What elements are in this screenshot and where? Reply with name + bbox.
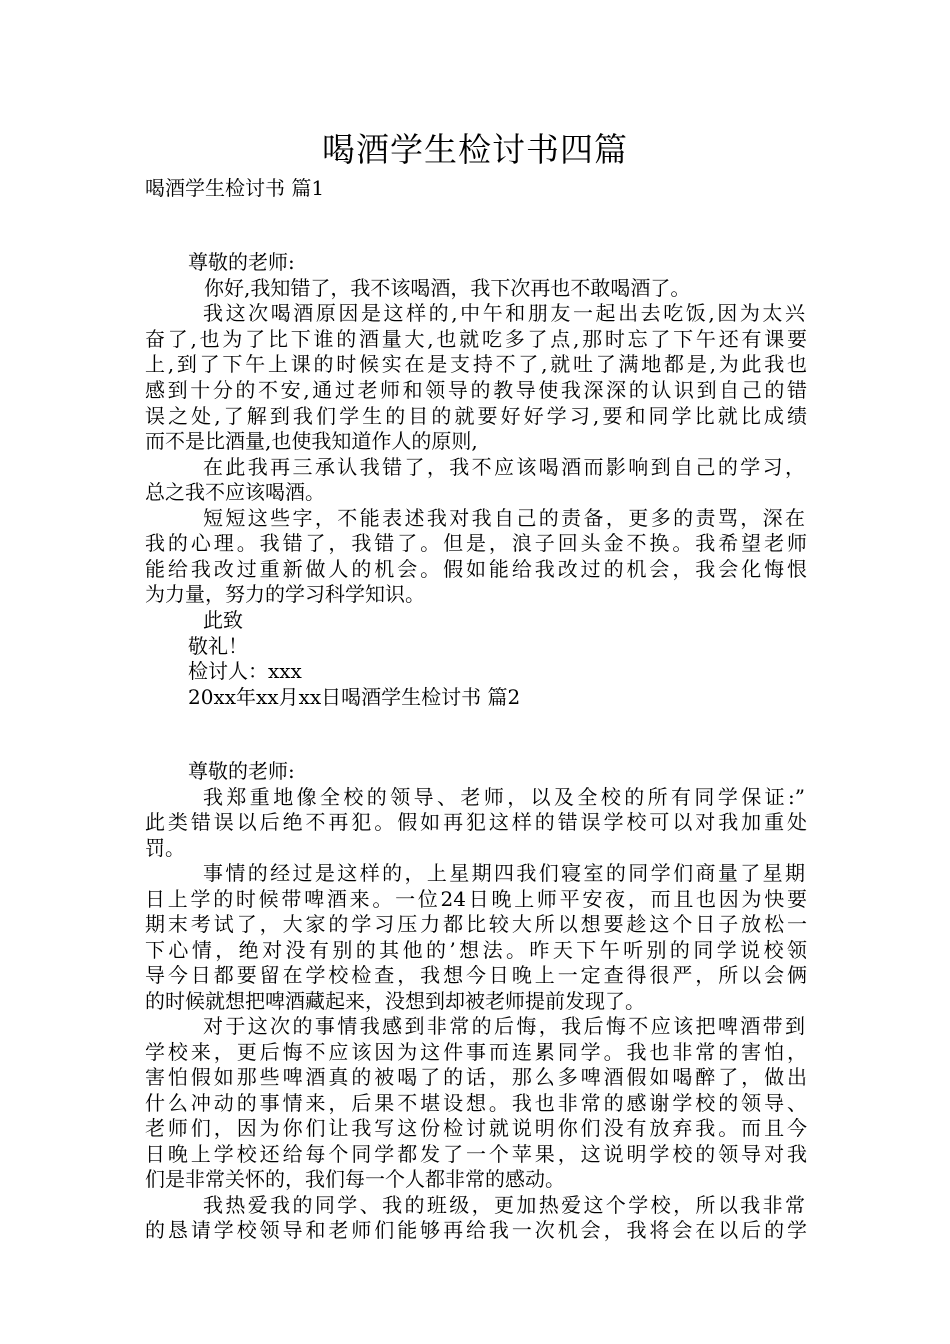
closing-line: 此致 xyxy=(203,608,243,632)
paragraph-line: 日上学的时候带啤酒来。一位24日晚上师平安夜，而且也因为快要 xyxy=(145,887,807,911)
paragraph-line: 我的心理。我错了，我错了。但是，浪子回头金不换。我希望老师 xyxy=(145,531,807,555)
paragraph-line: 的时候就想把啤酒藏起来，没想到却被老师提前发现了。 xyxy=(145,989,645,1013)
paragraph-line: 我这次喝酒原因是这样的,中午和朋友一起出去吃饭,因为太兴 xyxy=(203,301,805,325)
paragraph-line: 日晚上学校还给每个同学都发了一个苹果，这说明学校的领导对我 xyxy=(145,1142,807,1166)
paragraph-line: 什么冲动的事情来，后果不堪设想。我也非常的感谢学校的领导、 xyxy=(145,1091,807,1115)
paragraph-line: 而不是比酒量,也使我知道作人的原则, xyxy=(145,429,478,453)
paragraph-line: 导今日都要留在学校检查，我想今日晚上一定查得很严，所以会俩 xyxy=(145,963,807,987)
paragraph-line: 害怕假如那些啤酒真的被喝了的话，那么多啤酒假如喝醉了，做出 xyxy=(145,1065,807,1089)
paragraph-line: 期末考试了，大家的学习压力都比较大所以想要趁这个日子放松一 xyxy=(145,912,807,936)
paragraph-line: 总之我不应该喝酒。 xyxy=(145,480,325,504)
document-title: 喝酒学生检讨书四篇 xyxy=(322,130,628,169)
paragraph-line: 能给我改过重新做人的机会。假如能给我改过的机会，我会化悔恨 xyxy=(145,557,807,581)
paragraph-line: 在此我再三承认我错了，我不应该喝酒而影响到自己的学习， xyxy=(203,455,805,479)
paragraph-line: 感到十分的不安,通过老师和领导的教导使我深深的认识到自己的错 xyxy=(145,378,807,402)
paragraph-line: 奋了,也为了比下谁的酒量大,也就吃多了点,那时忘了下午还有课要 xyxy=(145,327,807,351)
closing-line: 敬礼！ xyxy=(188,634,248,658)
paragraph-line: 老师们，因为你们让我写这份检讨就说明你们没有放弃我。而且今 xyxy=(145,1116,807,1140)
paragraph-line: 学校来，更后悔不应该因为这件事而连累同学。我也非常的害怕， xyxy=(145,1040,807,1064)
paragraph-line: 罚。 xyxy=(145,836,185,860)
signer-line: 检讨人：xxx xyxy=(188,659,302,683)
salutation: 尊敬的老师: xyxy=(188,759,295,783)
paragraph-line: 下心情，绝对没有别的其他的’想法。昨天下午听别的同学说校领 xyxy=(145,938,807,962)
paragraph-line: 我热爱我的同学、我的班级，更加热爱这个学校，所以我非常 xyxy=(203,1193,805,1217)
paragraph-line: 误之处,了解到我们学生的目的就要好好学习,要和同学比就比成绩 xyxy=(145,404,807,428)
paragraph-line: 短短这些字，不能表述我对我自己的责备，更多的责骂，深在 xyxy=(203,506,805,530)
paragraph-line: 为力量，努力的学习科学知识。 xyxy=(145,582,425,606)
section-heading: 喝酒学生检讨书 篇1 xyxy=(145,176,325,200)
paragraph-line: 此类错误以后绝不再犯。假如再犯这样的错误学校可以对我加重处 xyxy=(145,810,807,834)
paragraph-line: 事情的经过是这样的，上星期四我们寝室的同学们商量了星期 xyxy=(203,861,805,885)
paragraph-line: 你好,我知错了，我不该喝酒，我下次再也不敢喝酒了。 xyxy=(204,276,691,300)
paragraph-line: 们是非常关怀的，我们每一个人都非常的感动。 xyxy=(145,1167,565,1191)
paragraph-line: 上,到了下午上课的时候实在是支持不了,就吐了满地都是,为此我也 xyxy=(145,352,807,376)
paragraph-line: 的恳请学校领导和老师们能够再给我一次机会，我将会在以后的学 xyxy=(145,1218,807,1242)
paragraph-line: 对于这次的事情我感到非常的后悔，我后悔不应该把啤酒带到 xyxy=(203,1014,805,1038)
date-line: 20xx年xx月xx日喝酒学生检讨书 篇2 xyxy=(188,685,521,709)
paragraph-line: 我郑重地像全校的领导、老师，以及全校的所有同学保证:” xyxy=(203,785,805,809)
salutation: 尊敬的老师: xyxy=(188,250,295,274)
